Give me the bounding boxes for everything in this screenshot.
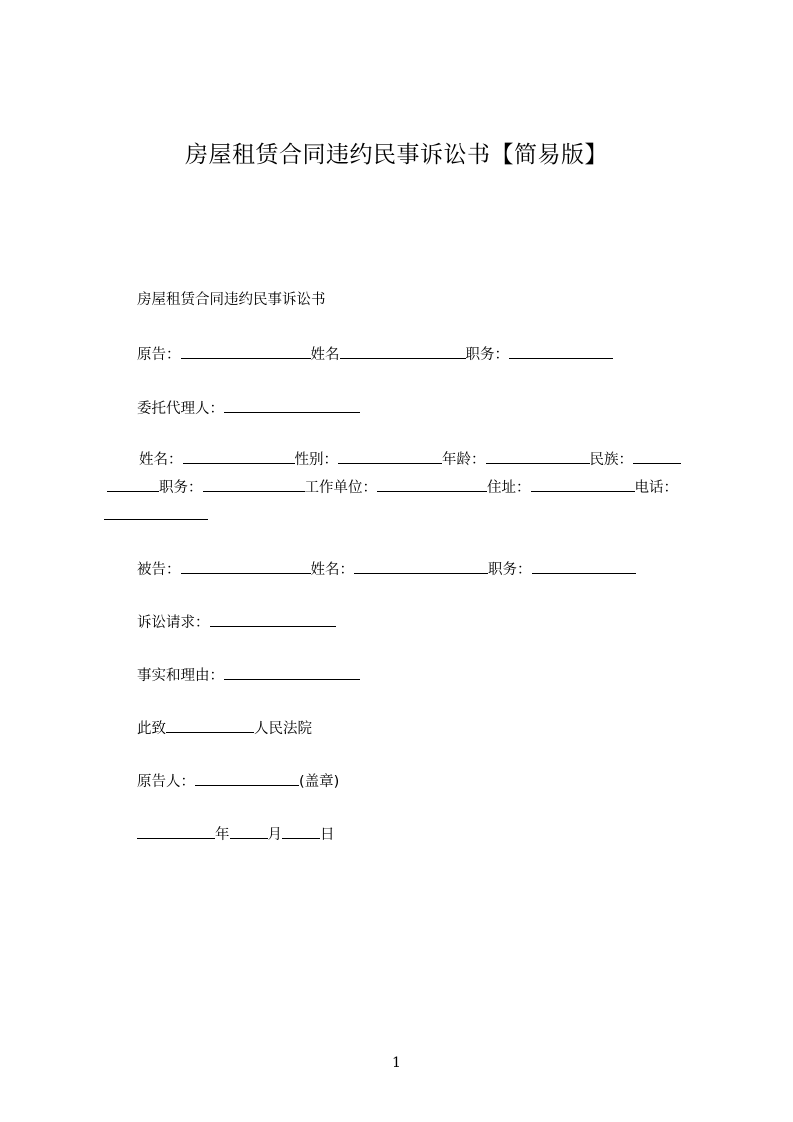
court-name-blank[interactable] — [166, 718, 254, 733]
agent-blank[interactable] — [224, 398, 360, 413]
agent-address-blank[interactable] — [531, 477, 635, 492]
claims-line — [137, 612, 336, 633]
facts-blank[interactable] — [224, 665, 360, 680]
agent-gender-blank[interactable] — [338, 449, 442, 464]
month-label: 月 — [267, 827, 282, 843]
defendant-line — [137, 559, 636, 580]
signature-label: 原告人： — [137, 774, 195, 790]
document-heading: 房屋租赁合同违约民事诉讼书 — [137, 292, 326, 308]
agent-details-line-1 — [104, 446, 704, 474]
agent-ethnicity-blank-cont[interactable] — [107, 477, 159, 492]
agent-age-blank[interactable] — [486, 449, 590, 464]
plaintiff-name-blank[interactable] — [340, 344, 466, 359]
agent-position-label: 职务： — [159, 480, 203, 496]
agent-details-block — [104, 446, 704, 530]
defendant-blank[interactable] — [181, 559, 311, 574]
plaintiff-name-label: 姓名 — [310, 347, 340, 363]
claims-blank[interactable] — [210, 612, 336, 627]
salutation-suffix: 人民法院 — [254, 721, 312, 737]
plaintiff-position-blank[interactable] — [509, 344, 613, 359]
plaintiff-label: 原告： — [137, 347, 181, 363]
agent-employer-blank[interactable] — [377, 477, 487, 492]
defendant-position-blank[interactable] — [532, 559, 636, 574]
agent-phone-blank[interactable] — [104, 505, 208, 520]
agent-ethnicity-label: 民族： — [589, 452, 633, 468]
signature-line — [137, 771, 339, 792]
facts-line — [137, 665, 360, 686]
claims-label: 诉讼请求： — [137, 615, 210, 631]
agent-ethnicity-blank[interactable] — [633, 449, 681, 464]
agent-age-label: 年龄： — [442, 452, 486, 468]
agent-position-blank[interactable] — [203, 477, 305, 492]
defendant-position-label: 职务： — [488, 562, 532, 578]
agent-details-line-3 — [104, 502, 704, 530]
agent-name-blank[interactable] — [183, 449, 295, 464]
year-blank[interactable] — [137, 824, 215, 839]
agent-address-label: 住址： — [487, 480, 531, 496]
facts-label: 事实和理由： — [137, 668, 224, 684]
salutation-prefix: 此致 — [137, 721, 166, 737]
agent-line — [137, 398, 360, 419]
plaintiff-blank[interactable] — [181, 344, 311, 359]
defendant-label: 被告： — [137, 562, 181, 578]
agent-phone-label: 电话： — [634, 480, 678, 496]
defendant-name-label: 姓名： — [310, 562, 354, 578]
month-blank[interactable] — [230, 824, 268, 839]
year-label: 年 — [215, 827, 230, 843]
agent-details-line-2 — [104, 474, 704, 502]
agent-label: 委托代理人： — [137, 401, 224, 417]
date-line — [137, 824, 335, 845]
agent-name-label: 姓名： — [139, 452, 183, 468]
signature-blank[interactable] — [195, 771, 299, 786]
day-label: 日 — [320, 827, 335, 843]
seal-label: (盖章) — [299, 774, 340, 790]
agent-employer-label: 工作单位： — [304, 480, 377, 496]
plaintiff-line — [137, 344, 613, 365]
salutation-line — [137, 718, 312, 739]
document-title: 房屋租赁合同违约民事诉讼书【简易版】 — [185, 142, 608, 168]
page-number: 1 — [392, 1055, 401, 1071]
plaintiff-position-label: 职务： — [465, 347, 509, 363]
defendant-name-blank[interactable] — [354, 559, 488, 574]
day-blank[interactable] — [282, 824, 320, 839]
agent-gender-label: 性别： — [294, 452, 338, 468]
